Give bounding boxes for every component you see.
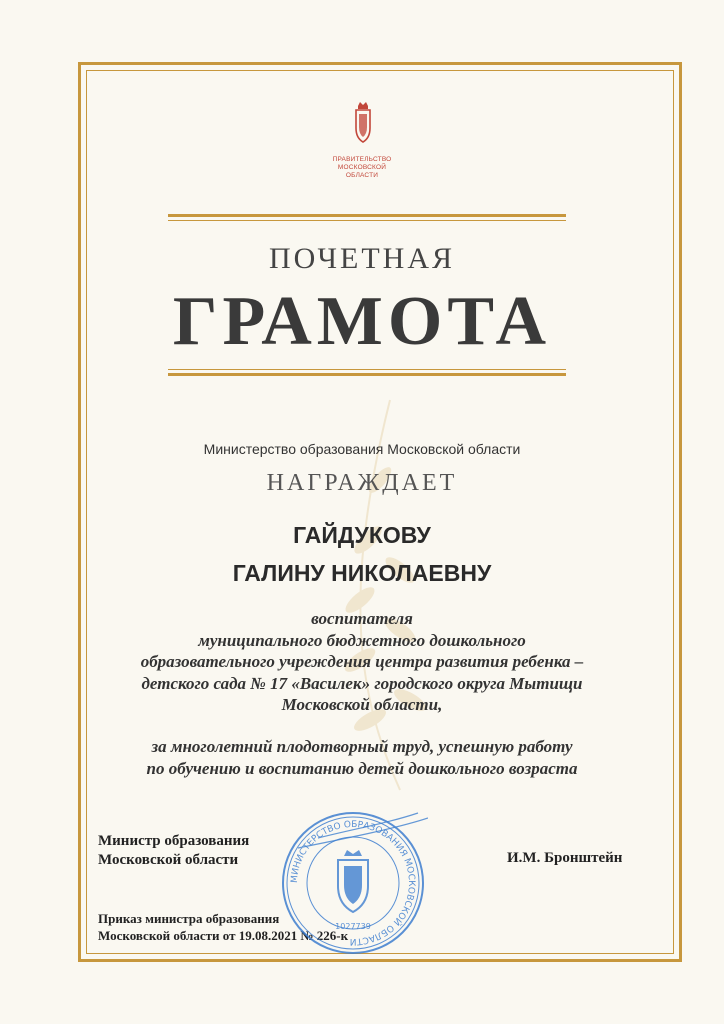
minister-title: [98, 832, 249, 870]
stamp-number: 1027739: [335, 922, 371, 931]
order-line-2: Московской области от 19.08.2021 № 226-к: [98, 928, 349, 943]
description-line-2: муниципального бюджетного дошкольного: [198, 630, 526, 650]
title-honorary: ПОЧЕТНАЯ: [268, 242, 456, 275]
description-line-5: Московской области,: [281, 695, 443, 714]
recipient-given-name: ГАЛИНУ НИКОЛАЕВНУ: [232, 560, 492, 586]
moscow-region-coat-of-arms-icon: [354, 100, 372, 144]
merit-statement: [80, 736, 644, 779]
signer-name: И.М. Бронштейн: [507, 850, 623, 866]
title-certificate: ГРАМОТА: [172, 283, 552, 360]
merit-line-1: за многолетний плодотворный труд, успешную работу: [151, 737, 573, 756]
top-gold-rule-thin: [168, 220, 566, 221]
awards-heading: НАГРАЖДАЕТ: [266, 470, 458, 496]
bottom-gold-rule-thin: [168, 369, 566, 370]
government-line-3: ОБЛАСТИ: [345, 172, 379, 179]
description-line-4: детского сада № 17 «Василек» городского округа Мытищи: [141, 673, 583, 693]
top-gold-rule: [168, 214, 566, 217]
description-line-3: образовательного учреждения центра развития ребенка –: [140, 652, 584, 671]
minister-title-line-1: Министр образования: [98, 833, 250, 849]
minister-title-line-2: Московской области: [98, 852, 239, 868]
stamp-ring-text: МИНИСТЕРСТВО ОБРАЗОВАНИЯ МОСКОВСКОЙ ОБЛАСТИ: [289, 819, 417, 947]
government-line-1: ПРАВИТЕЛЬСТВО: [332, 156, 392, 163]
description-line-1: воспитателя: [311, 609, 413, 628]
order-line-1: Приказ министра образования: [98, 911, 280, 926]
recipient-surname: ГАЙДУКОВУ: [293, 522, 431, 548]
recipient-description: [80, 608, 644, 716]
government-label: [320, 156, 404, 180]
bottom-gold-rule: [168, 373, 566, 376]
merit-line-2: по обучению и воспитанию детей дошкольного возраста: [146, 758, 578, 778]
ministry-name: Министерство образования Московской области: [203, 441, 521, 457]
official-round-stamp-icon: [278, 808, 428, 958]
government-line-2: МОСКОВСКОЙ: [337, 164, 387, 171]
